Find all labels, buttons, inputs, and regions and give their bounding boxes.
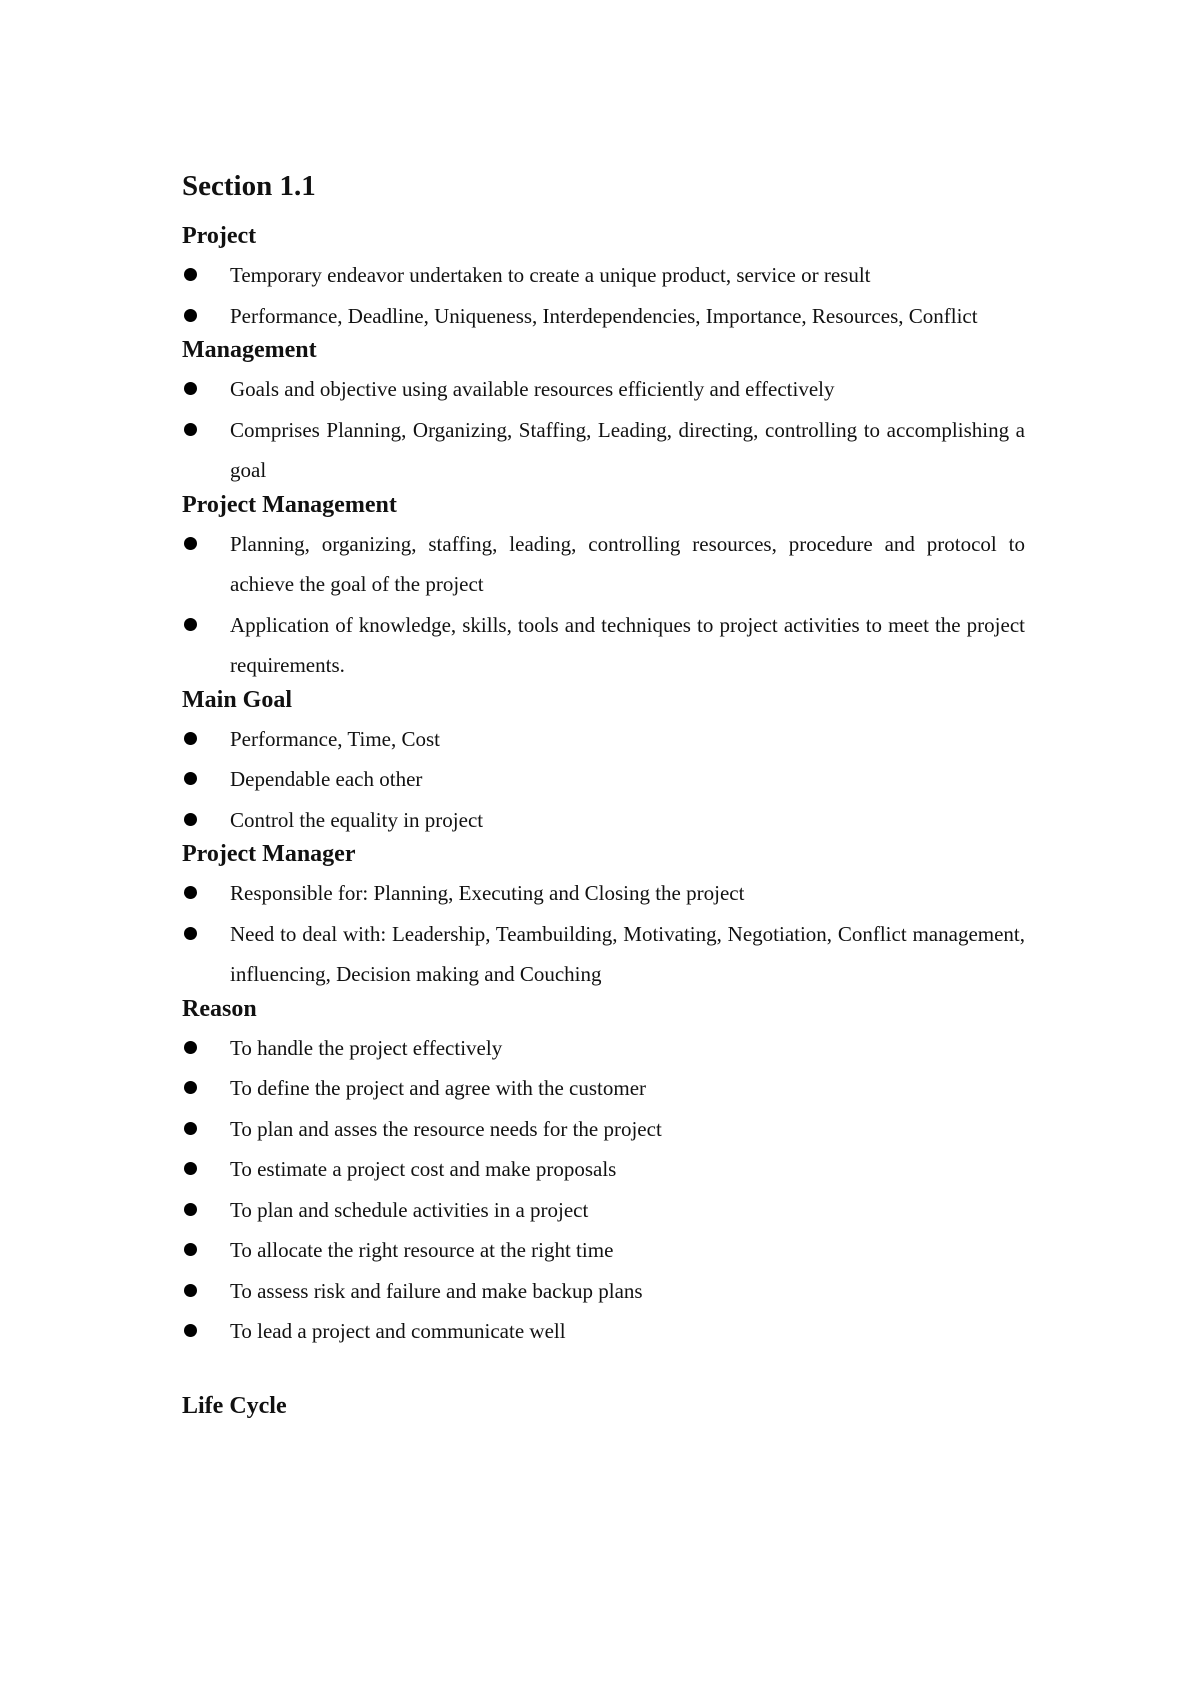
bullet-icon [184,886,197,899]
bullet-list [182,719,1025,841]
list-item-text: Temporary endeavor undertaken to create a unique product, service or result [230,263,871,287]
bullet-icon [184,732,197,745]
section-heading: Main Goal [182,686,293,713]
section-heading: Project [182,223,257,249]
bullet-icon [184,813,197,826]
bullet-icon [184,382,197,395]
bullet-icon [184,1162,197,1175]
list-item [182,1068,1025,1109]
list-item-text: Planning, organizing, staffing, leading, controlling resources, procedure and protocol to achieve the goal of the project [230,531,1025,596]
list-item-text: Performance, Time, Cost [230,726,440,751]
list-item-text: Performance, Deadline, Uniqueness, Interdependencies, Importance, Resources, Conflict [230,303,978,328]
section-heading: Project Management [182,491,397,518]
bullet-icon [184,268,197,281]
list-item [182,369,1025,410]
list-item [182,873,1025,914]
bullet-icon [184,423,197,436]
list-item [182,605,1025,686]
list-item-text: To plan and asses the resource needs for the project [230,1116,662,1141]
list-item-text: Need to deal with: Leadership, Teambuilding, Motivating, Negotiation, Conflict management, influencing, Decision making and Couching [230,921,1025,986]
bullet-icon [184,1284,197,1297]
list-item [182,1311,1025,1352]
list-item-text: Control the equality in project [230,807,484,832]
section-main-goal [182,686,1025,841]
bullet-list [182,1028,1025,1352]
bullet-icon [184,927,197,940]
section-heading: Reason [182,995,257,1022]
list-item [182,1190,1025,1231]
section-heading: Management [182,337,317,363]
bullet-icon [184,772,197,785]
list-item-text: To assess risk and failure and make backup plans [230,1278,643,1303]
section-heading: Project Manager [182,841,356,867]
list-item-text: Comprises Planning, Organizing, Staffing, Leading, directing, controlling to accomplishing a goal [230,417,1025,482]
bullet-icon [184,309,197,322]
list-item-text: To define the project and agree with the customer [230,1076,647,1100]
list-item-text: Dependable each other [230,767,423,791]
list-item-text: To handle the project effectively [230,1035,503,1060]
list-item [182,296,1025,337]
list-item [182,1149,1025,1190]
bullet-list [182,369,1025,491]
section-reason [182,995,1025,1352]
list-item [182,1271,1025,1312]
list-item [182,1230,1025,1271]
bullet-icon [184,1122,197,1135]
bullet-icon [184,1081,197,1094]
section-project [182,222,1025,336]
section-management [182,336,1025,491]
bullet-list [182,524,1025,686]
list-item [182,1028,1025,1069]
list-item [182,524,1025,605]
bullet-icon [184,618,197,631]
list-item-text: Responsible for: Planning, Executing and Closing the project [230,881,745,905]
document-page [182,168,1025,1425]
list-item [182,719,1025,760]
bullet-icon [184,1041,197,1054]
document-title: Section 1.1 [182,170,316,202]
list-item [182,914,1025,995]
list-item [182,800,1025,841]
bullet-icon [184,537,197,550]
list-item-text: Goals and objective using available resources efficiently and effectively [230,377,835,401]
bullet-icon [184,1243,197,1256]
list-item-text: To allocate the right resource at the right time [230,1238,614,1262]
bullet-list [182,255,1025,336]
list-item-text: Application of knowledge, skills, tools and techniques to project activities to meet the project requirements. [230,612,1025,677]
section-heading-life-cycle: Life Cycle [182,1392,287,1419]
list-item-text: To estimate a project cost and make proposals [230,1157,617,1181]
list-item [182,410,1025,491]
list-item-text: To plan and schedule activities in a project [230,1197,589,1222]
list-item-text: To lead a project and communicate well [230,1319,566,1343]
list-item [182,255,1025,296]
list-item [182,759,1025,800]
section-project-management [182,491,1025,686]
bullet-icon [184,1203,197,1216]
section-project-manager [182,840,1025,995]
bullet-list [182,873,1025,995]
list-item [182,1109,1025,1150]
bullet-icon [184,1324,197,1337]
